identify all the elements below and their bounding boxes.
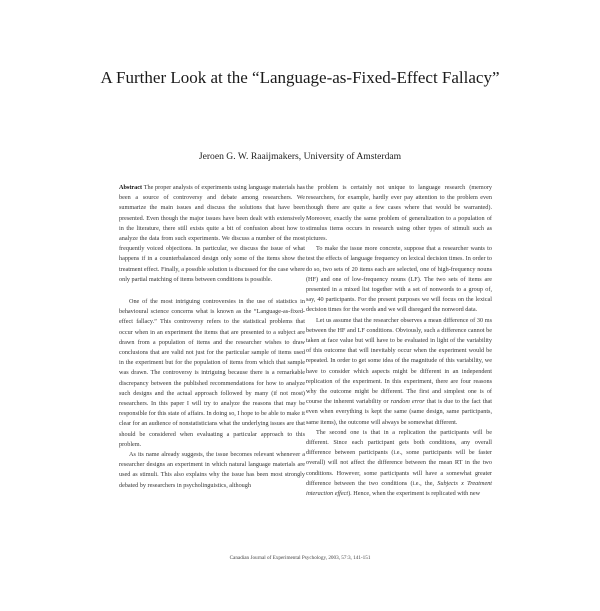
right-paragraph-3 (306, 316, 492, 428)
right-paragraph-1: the problem is certainly not unique to language research (memory researchers, for example, hardly ever pay attention to the problem even though there are quite a few cases where that would be warranted). Moreover, exactly the same problem of generalization to a population of stimulus items occurs in research using other types of stimuli such as pictures. (306, 184, 492, 243)
right-paragraph-4-text-b: ). Hence, when the experiment is replicated with new (348, 490, 481, 498)
abstract-block (119, 183, 305, 285)
abstract-label: Abstract (119, 184, 143, 191)
abstract-paragraph (119, 183, 305, 285)
left-body-paragraph-1: One of the most intriguing controversies in the use of statistics in behavioural science concerns what is known as the “Language-as-fixed-effect fallacy.” This controversy refers to the statistical problems that occur when in an experiment the items that are presented to a subject are drawn from a population of items and the researcher wishes to draw conclusions that are valid not just for the particular sample of items used in the experiment but for the population of items from which that sample was drawn. The controversy is intriguing because there is a remarkable discrepancy between the published recommendations for how to analyze such designs and the actual approach followed by many (if not most) researchers. In this paper I will try to analyze the reasons that may be responsible for this state of affairs. In doing so, I hope to be able to make it clear for an audience of nonstatisticians what the underlying issues are that should be considered when evaluating a particular approach to this problem. (119, 298, 305, 448)
journal-footer: Canadian Journal of Experimental Psychology, 2003, 57:3, 141-151 (229, 555, 371, 561)
left-body-column (119, 297, 305, 491)
right-body-column (306, 183, 492, 499)
left-body-paragraph-2: As its name already suggests, the issue becomes relevant whenever a researcher designs an experiment in which natural language materials are used as stimuli. This also explains why the issue has been most strongly debated by researchers in psycholinguistics, although (119, 451, 305, 489)
abstract-text: The proper analysis of experiments using language materials has been a source of controversy and debate among researchers. We summarize the main issues and discuss the solutions that have been presented. Even though the major issues have been dealt with extensively in the literature, there still exists quite a bit of confusion about how to analyze the data from such experiments. We discuss a number of the most frequently voiced objections. In particular, we discuss the issue of what happens if in a counterbalanced design only some of the items show the treatment effect. Finally, a possible solution is discussed for the case where only partial matching of items between conditions is possible. (119, 184, 306, 283)
interaction-effect-term: Subjects x Treatment interaction effect (306, 479, 493, 498)
right-paragraph-3-text-b: that is due to the fact that even when everything is kept the same (same design, same participants, same items), the outcome will always be somewhat different. (306, 398, 493, 426)
right-paragraph-3-text-a: Let us assume that the researcher observes a mean difference of 30 ms between the HF and LF conditions. Obviously, such a difference cannot be taken at face value but will have to be evaluated in light of the variability of this outcome that will inevitably occur when the experiment would be repeated. In order to get some idea of the magnitude of this variability, we have to consider which aspects might be different in an independent replication of the experiment. In this experiment, there are four reasons why the outcome might be different. The first and simplest one is of course the inherent variability or (306, 316, 492, 406)
author-line: Jeroen G. W. Raaijmakers, University of Amsterdam (198, 151, 402, 162)
paper-title: A Further Look at the “Language-as-Fixed-Effect Fallacy” (100, 68, 500, 87)
random-error-term: random error (390, 398, 425, 406)
right-paragraph-4: The second one is that in a replication the participants will be different. Since each participant gets both conditions, any overall difference between participants (i.e., some participants will be faster overall) will not affect the difference between the mean RT in the two conditions. However, some participants will have a somewhat greater difference between the two conditions (i.e., the, Subjects x Treatment interaction effect). Hence, when the experiment is replicated with new (306, 428, 493, 498)
right-paragraph-2: To make the issue more concrete, suppose that a researcher wants to test the effects of language frequency on lexical decision times. In order to do so, two sets of 20 items each are selected, one of high-frequency nouns (HF) and one of low-frequency nouns (LF). The two sets of items are presented in a mixed list together with a set of nonwords to a group of, say, 40 participants. For the present purposes we will focus on the lexical decision times for the words and we will disregard the nonword data. (306, 245, 492, 314)
right-paragraph-4-text-a: The second one is that in a replication the participants will be different. Since each participant gets both conditions, any overall difference between participants (i.e., some participants will be faster overall) will not affect the difference between the mean RT in the two conditions. However, some participants will have a somewhat greater difference between the two conditions (i.e., the (306, 428, 492, 487)
